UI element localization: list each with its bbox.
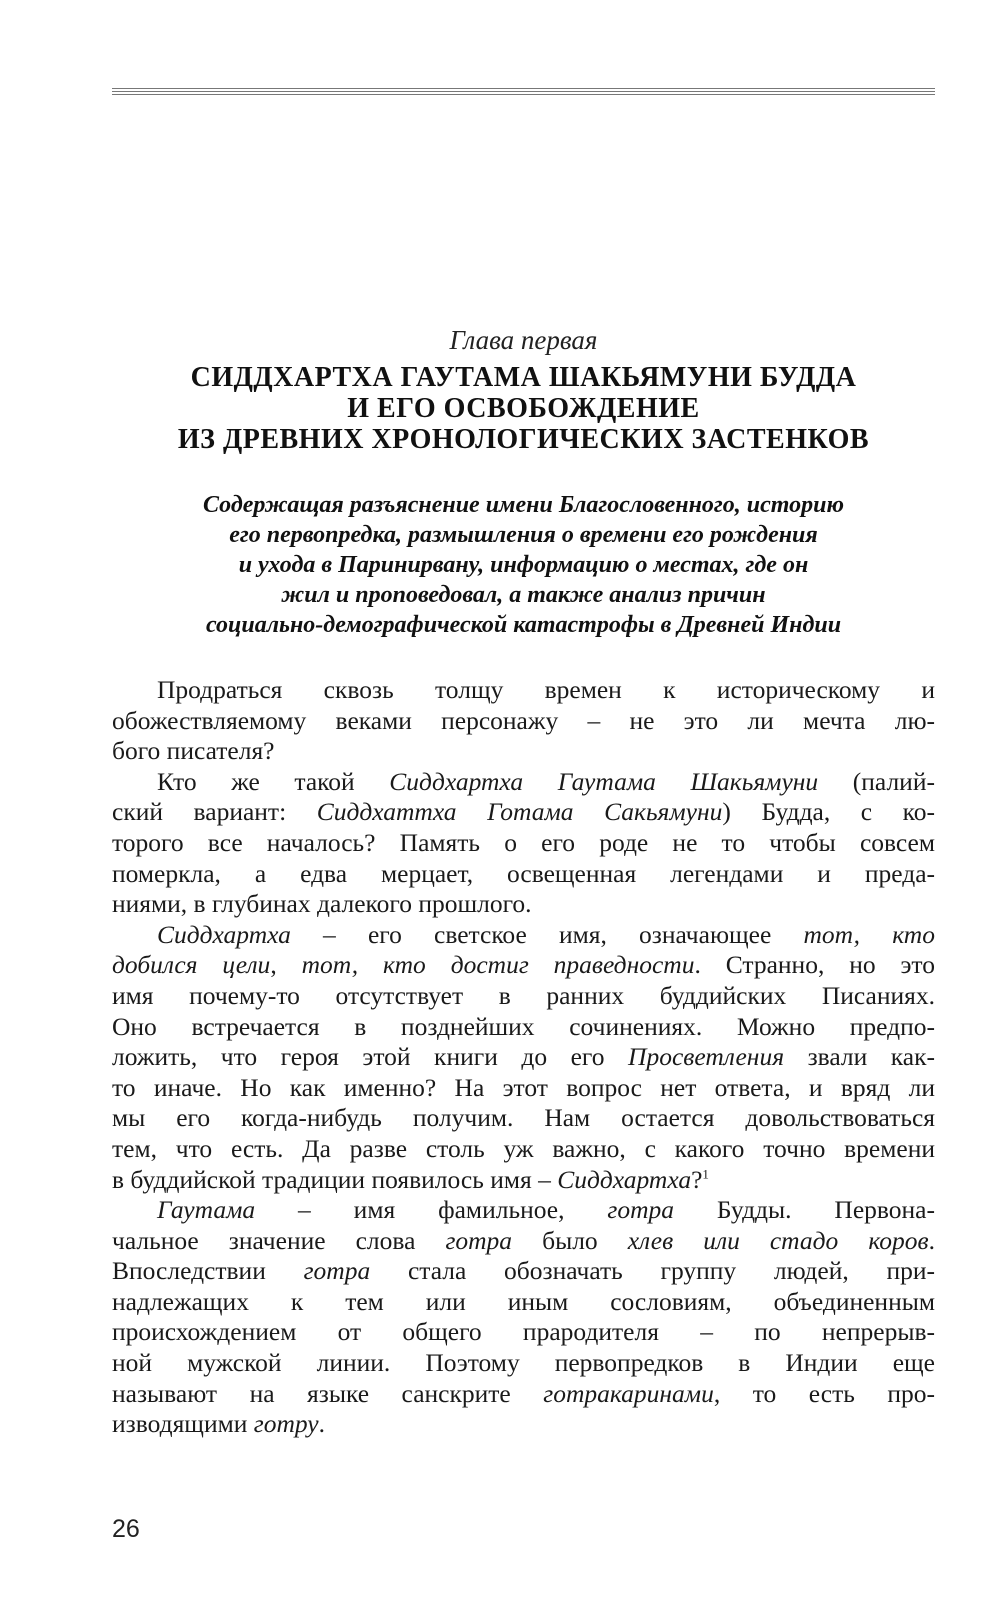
text-line: мы его когда-нибудь получим. Нам остается довольствоваться bbox=[112, 1103, 935, 1133]
text-line: добился цели, тот, кто достиг праведности. Странно, но это bbox=[112, 950, 935, 980]
text-line: обожествляемому веками персонажу – не это ли мечта лю- bbox=[112, 705, 935, 735]
text-line: Гаутама – имя фамильное, готра Будды. Первона- bbox=[157, 1195, 935, 1225]
text-line: Оно встречается в позднейших сочинениях. Можно предпо- bbox=[112, 1011, 935, 1041]
subtitle-line: его первопредка, размышления о времени его рождения bbox=[229, 522, 818, 548]
text-line: изводящими готру. bbox=[112, 1409, 325, 1439]
header-rule bbox=[112, 88, 935, 97]
text-line: торого все началось? Память о его роде не то чтобы совсем bbox=[112, 827, 935, 857]
chapter-title-line: И ЕГО ОСВОБОЖДЕНИЕ bbox=[347, 393, 700, 424]
body-text bbox=[112, 675, 935, 1440]
page-number: 26 bbox=[112, 1515, 140, 1543]
text-line: в буддийской традиции появилось имя – Сиддхартха?$^1$ bbox=[112, 1164, 709, 1194]
chapter-subtitle bbox=[112, 490, 935, 640]
text-line: Продраться сквозь толщу времен к историческому и bbox=[157, 675, 935, 704]
subtitle-line: социально-демографической катастрофы в Древней Индии bbox=[205, 612, 842, 638]
subtitle-line: Содержащая разъяснение имени Благословенного, историю bbox=[202, 492, 845, 518]
text-line: ниями, в глубинах далекого прошлого. bbox=[112, 889, 532, 919]
text-line: называют на языке санскрите готракаринами, то есть про- bbox=[112, 1378, 935, 1408]
text-line: Кто же такой Сиддхартха Гаутама Шакьямуни (палий- bbox=[157, 766, 935, 796]
subtitle-line: и ухода в Паринирвану, информацию о местах, где он bbox=[238, 552, 809, 578]
text-line: то иначе. Но как именно? На этот вопрос нет ответа, и вряд ли bbox=[112, 1072, 935, 1102]
text-line: происхождением от общего прародителя – по непрерыв- bbox=[112, 1317, 935, 1347]
text-line: тем, что есть. Да разве столь уж важно, с какого точно времени bbox=[112, 1133, 935, 1163]
text-line: имя почему-то отсутствует в ранних буддийских Писаниях. bbox=[112, 980, 935, 1010]
text-line: бого писателя? bbox=[112, 736, 275, 766]
text-line: надлежащих к тем или иным сословиям, объединенным bbox=[112, 1286, 935, 1316]
chapter-title-line: СИДДХАРТХА ГАУТАМА ШАКЬЯМУНИ БУДДА bbox=[190, 362, 857, 393]
text-line: чальное значение слова готра было хлев или стадо коров. bbox=[112, 1225, 935, 1255]
text-line: ский вариант: Сиддхаттха Готама Сакьямуни) Будда, с ко- bbox=[112, 797, 935, 827]
footnote-marker: 1 bbox=[702, 1166, 709, 1181]
text-line: Сиддхартха – его светское имя, означающее тот, кто bbox=[157, 919, 935, 949]
text-line: ной мужской линии. Поэтому первопредков в Индии еще bbox=[112, 1348, 935, 1378]
chapter-title bbox=[112, 362, 935, 455]
text-line: ложить, что героя этой книги до его Просветления звали как- bbox=[112, 1042, 935, 1072]
subtitle-line: жил и проповедовал, а также анализ причин bbox=[281, 582, 766, 608]
text-line: Впоследствии готра стала обозначать группу людей, при- bbox=[112, 1256, 935, 1286]
text-line: померкла, а едва мерцает, освещенная легендами и преда- bbox=[112, 858, 935, 888]
chapter-label: Глава первая bbox=[449, 325, 598, 355]
chapter-title-line: ИЗ ДРЕВНИХ ХРОНОЛОГИЧЕСКИХ ЗАСТЕНКОВ bbox=[177, 424, 870, 455]
